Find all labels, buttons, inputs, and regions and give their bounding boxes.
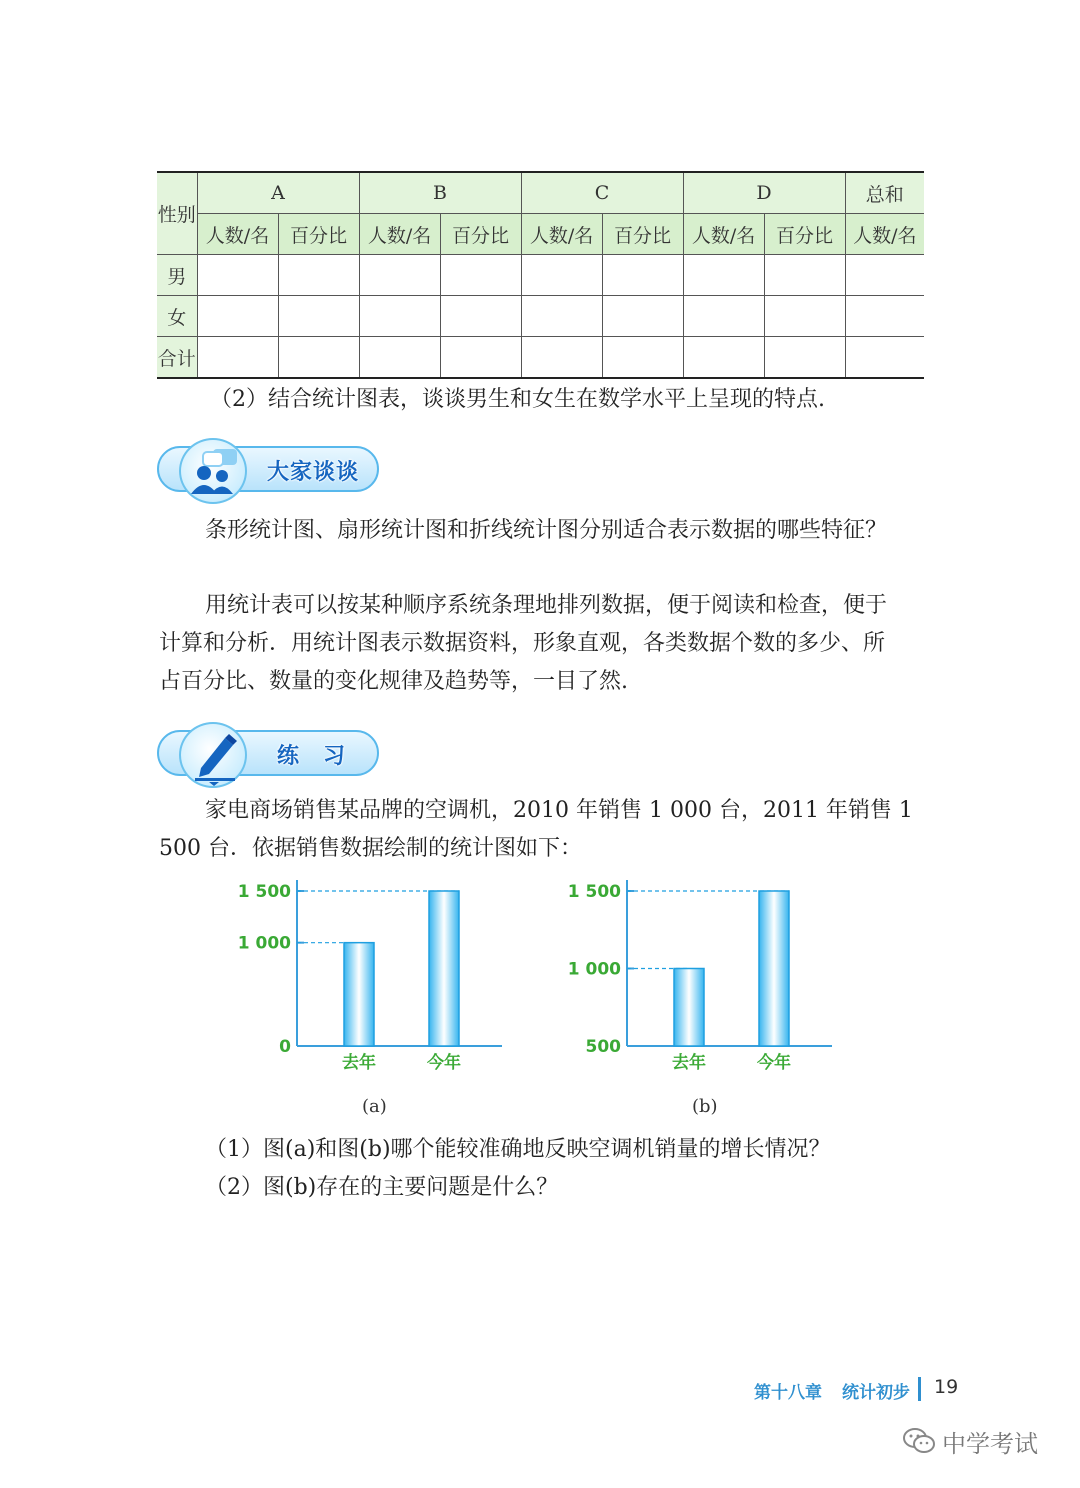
exercise-problem-line-2: 500 台．依据销售数据绘制的统计图如下： bbox=[159, 836, 582, 861]
footer-section: 统计初步 bbox=[842, 1383, 910, 1403]
x-tick-label: 今年 bbox=[757, 1053, 791, 1073]
y-tick-label: 0 bbox=[279, 1037, 291, 1057]
footer-divider bbox=[918, 1377, 921, 1401]
y-tick-label: 1 000 bbox=[237, 933, 291, 954]
group-d-header: D bbox=[683, 172, 845, 214]
summary-line-2: 计算和分析．用统计图表示数据资料，形象直观，各类数据个数的多少、所 bbox=[159, 631, 886, 656]
row-label-total: 合计 bbox=[157, 337, 197, 379]
chart-a-caption: (a) bbox=[362, 1096, 387, 1117]
x-tick-label: 今年 bbox=[427, 1053, 461, 1073]
percent-header: 百分比 bbox=[440, 214, 521, 255]
exercise-title: 练 习 bbox=[277, 744, 347, 769]
count-header: 人数/名 bbox=[197, 214, 278, 255]
table-row bbox=[157, 337, 924, 379]
wechat-icon bbox=[902, 1426, 936, 1456]
bar bbox=[344, 943, 374, 1046]
summary-line-3: 占百分比、数量的变化规律及趋势等，一目了然. bbox=[159, 669, 628, 694]
bar bbox=[674, 969, 704, 1047]
discussion-people-icon bbox=[187, 446, 243, 498]
page-number: 19 bbox=[934, 1376, 959, 1398]
discussion-question: 条形统计图、扇形统计图和折线统计图分别适合表示数据的哪些特征？ bbox=[205, 518, 888, 543]
chart-b-caption: (b) bbox=[692, 1096, 718, 1117]
discussion-title: 大家谈谈 bbox=[267, 460, 360, 485]
pencil-icon bbox=[191, 732, 241, 786]
y-tick-label: 500 bbox=[585, 1037, 621, 1057]
percent-header: 百分比 bbox=[278, 214, 359, 255]
gender-header: 性别 bbox=[157, 172, 197, 255]
count-header: 人数/名 bbox=[683, 214, 764, 255]
watermark-text: 中学考试 bbox=[942, 1429, 1038, 1458]
count-header: 人数/名 bbox=[521, 214, 602, 255]
exercise-problem-line-1: 家电商场销售某品牌的空调机，2010 年销售 1 000 台，2011 年销售 1 bbox=[205, 798, 913, 823]
bar-chart-b bbox=[560, 872, 850, 1087]
y-tick-label: 1 500 bbox=[567, 882, 621, 902]
count-header: 人数/名 bbox=[845, 214, 924, 255]
group-a-header: A bbox=[197, 172, 359, 214]
exercise-banner bbox=[157, 722, 382, 782]
discussion-banner bbox=[157, 438, 382, 498]
watermark bbox=[902, 1423, 1038, 1459]
bar bbox=[429, 891, 459, 1046]
x-tick-label: 去年 bbox=[342, 1053, 376, 1073]
percent-header: 百分比 bbox=[764, 214, 845, 255]
question-2-text: （2）结合统计图表，谈谈男生和女生在数学水平上呈现的特点. bbox=[210, 387, 825, 412]
count-header: 人数/名 bbox=[359, 214, 440, 255]
table-row bbox=[157, 296, 924, 337]
group-c-header: C bbox=[521, 172, 683, 214]
stats-table bbox=[157, 171, 924, 379]
bar bbox=[759, 891, 789, 1046]
bar-chart-a bbox=[230, 872, 520, 1087]
row-label-female: 女 bbox=[157, 296, 197, 337]
group-b-header: B bbox=[359, 172, 521, 214]
table-row bbox=[157, 255, 924, 296]
total-header: 总和 bbox=[845, 172, 924, 214]
row-label-male: 男 bbox=[157, 255, 197, 296]
exercise-question-2: （2）图(b)存在的主要问题是什么？ bbox=[205, 1175, 559, 1200]
y-tick-label: 1 000 bbox=[567, 959, 621, 980]
percent-header: 百分比 bbox=[602, 214, 683, 255]
exercise-question-1: （1）图(a)和图(b)哪个能较准确地反映空调机销量的增长情况？ bbox=[205, 1137, 831, 1162]
summary-line-1: 用统计表可以按某种顺序系统条理地排列数据，便于阅读和检查，便于 bbox=[205, 593, 888, 618]
footer-chapter: 第十八章 bbox=[754, 1383, 822, 1403]
x-tick-label: 去年 bbox=[672, 1053, 706, 1073]
y-tick-label: 1 500 bbox=[237, 882, 291, 902]
